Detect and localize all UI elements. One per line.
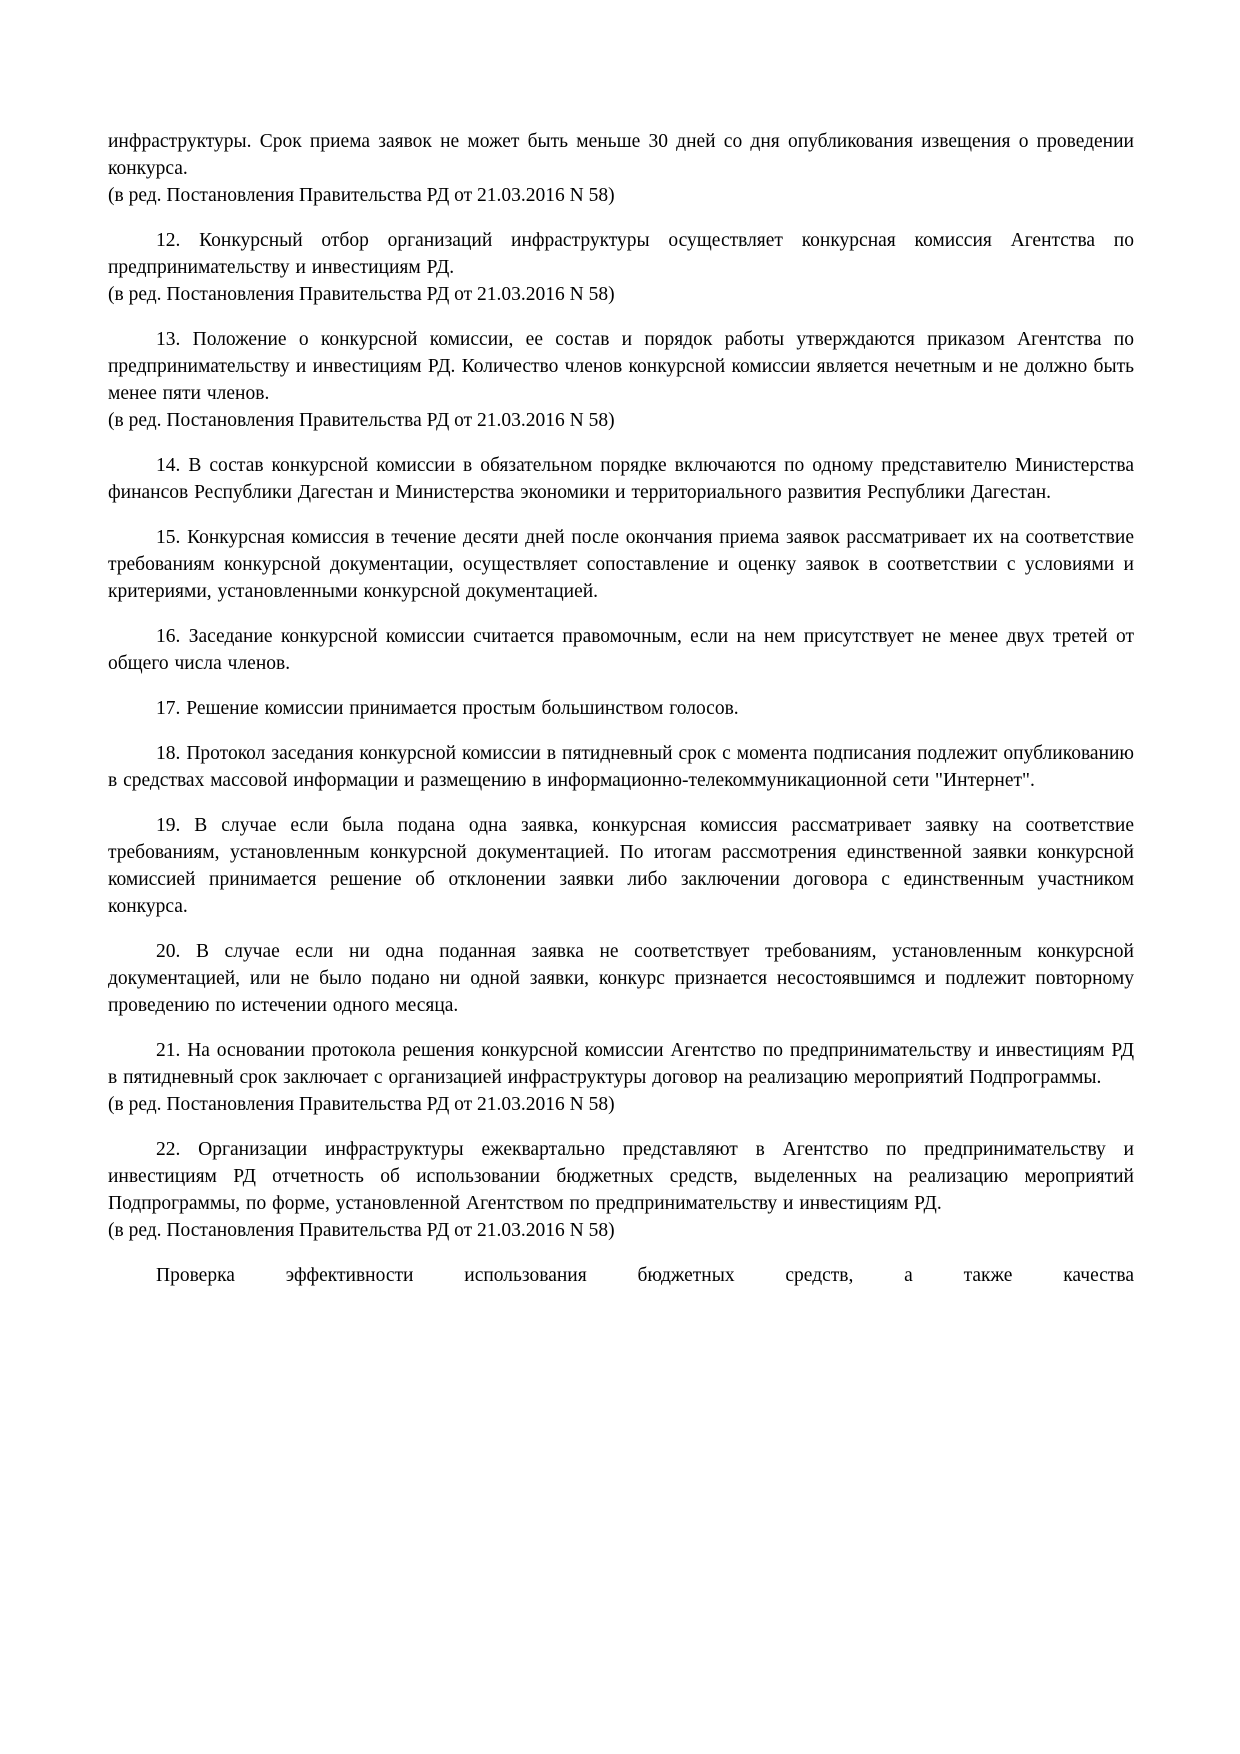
paragraph-text: 18. Протокол заседания конкурсной комиссии в пятидневный срок с момента подписания подлежит опубликованию в средствах массовой информации и размещению в информационно-телекоммуникационной сети "Интернет". bbox=[108, 743, 1134, 791]
paragraph-block bbox=[108, 227, 1134, 308]
paragraph-block bbox=[108, 1037, 1134, 1118]
paragraph-block bbox=[108, 623, 1134, 677]
amendment-note: (в ред. Постановления Правительства РД от 21.03.2016 N 58) bbox=[108, 410, 615, 431]
paragraph-text: 17. Решение комиссии принимается простым большинством голосов. bbox=[156, 698, 739, 719]
paragraph-text: 15. Конкурсная комиссия в течение десяти дней после окончания приема заявок рассматривает их на соответствие требованиям конкурсной документации, осуществляет сопоставление и оценку заявок в соответствии с условиями и критериями, установленными конкурсной документацией. bbox=[108, 527, 1134, 602]
paragraph-block bbox=[108, 452, 1134, 506]
paragraph-block bbox=[108, 695, 1134, 722]
amendment-note: (в ред. Постановления Правительства РД от 21.03.2016 N 58) bbox=[108, 1220, 615, 1241]
paragraph-block bbox=[108, 740, 1134, 794]
paragraph-text: 14. В состав конкурсной комиссии в обязательном порядке включаются по одному представителю Министерства финансов Республики Дагестан и Министерства экономики и территориального развития Республики Дагестан. bbox=[108, 455, 1134, 503]
paragraph-block bbox=[108, 524, 1134, 605]
amendment-note: (в ред. Постановления Правительства РД от 21.03.2016 N 58) bbox=[108, 1094, 615, 1115]
paragraph-text: инфраструктуры. Срок приема заявок не может быть меньше 30 дней со дня опубликования извещения о проведении конкурса. bbox=[108, 131, 1134, 179]
paragraph-block bbox=[108, 1136, 1134, 1244]
paragraph-block bbox=[108, 812, 1134, 920]
paragraph-text: 22. Организации инфраструктуры ежеквартально представляют в Агентство по предпринимательству и инвестициям РД отчетность об использовании бюджетных средств, выделенных на реализацию мероприятий Подпрограммы, по форме, установленной Агентством по предпринимательству и инвестициям РД. bbox=[108, 1139, 1134, 1214]
paragraph-block bbox=[108, 128, 1134, 209]
paragraph-block bbox=[108, 1262, 1134, 1289]
amendment-note: (в ред. Постановления Правительства РД от 21.03.2016 N 58) bbox=[108, 284, 615, 305]
amendment-note: (в ред. Постановления Правительства РД от 21.03.2016 N 58) bbox=[108, 185, 615, 206]
paragraph-text: 16. Заседание конкурсной комиссии считается правомочным, если на нем присутствует не менее двух третей от общего числа членов. bbox=[108, 626, 1134, 674]
paragraph-text: 21. На основании протокола решения конкурсной комиссии Агентство по предпринимательству и инвестициям РД в пятидневный срок заключает с организацией инфраструктуры договор на реализацию мероприятий Подпрограммы. bbox=[108, 1040, 1134, 1088]
paragraph-text: 19. В случае если была подана одна заявка, конкурсная комиссия рассматривает заявку на соответствие требованиям, установленным конкурсной документацией. По итогам рассмотрения единственной заявки конкурсной комиссией принимается решение об отклонении заявки либо заключении договора с единственным участником конкурса. bbox=[108, 815, 1134, 917]
document-content bbox=[108, 128, 1134, 1289]
paragraph-block bbox=[108, 326, 1134, 434]
paragraph-block bbox=[108, 938, 1134, 1019]
paragraph-text: 12. Конкурсный отбор организаций инфраструктуры осуществляет конкурсная комиссия Агентства по предпринимательству и инвестициям РД. bbox=[108, 230, 1134, 278]
paragraph-text: 13. Положение о конкурсной комиссии, ее состав и порядок работы утверждаются приказом Агентства по предпринимательству и инвестициям РД. Количество членов конкурсной комиссии является нечетным и не должно быть менее пяти членов. bbox=[108, 329, 1134, 404]
paragraph-text: Проверка эффективности использования бюджетных средств, а также качества bbox=[156, 1265, 1134, 1286]
paragraph-text: 20. В случае если ни одна поданная заявка не соответствует требованиям, установленным конкурсной документацией, или не было подано ни одной заявки, конкурс признается несостоявшимся и подлежит повторному проведению по истечении одного месяца. bbox=[108, 941, 1134, 1016]
